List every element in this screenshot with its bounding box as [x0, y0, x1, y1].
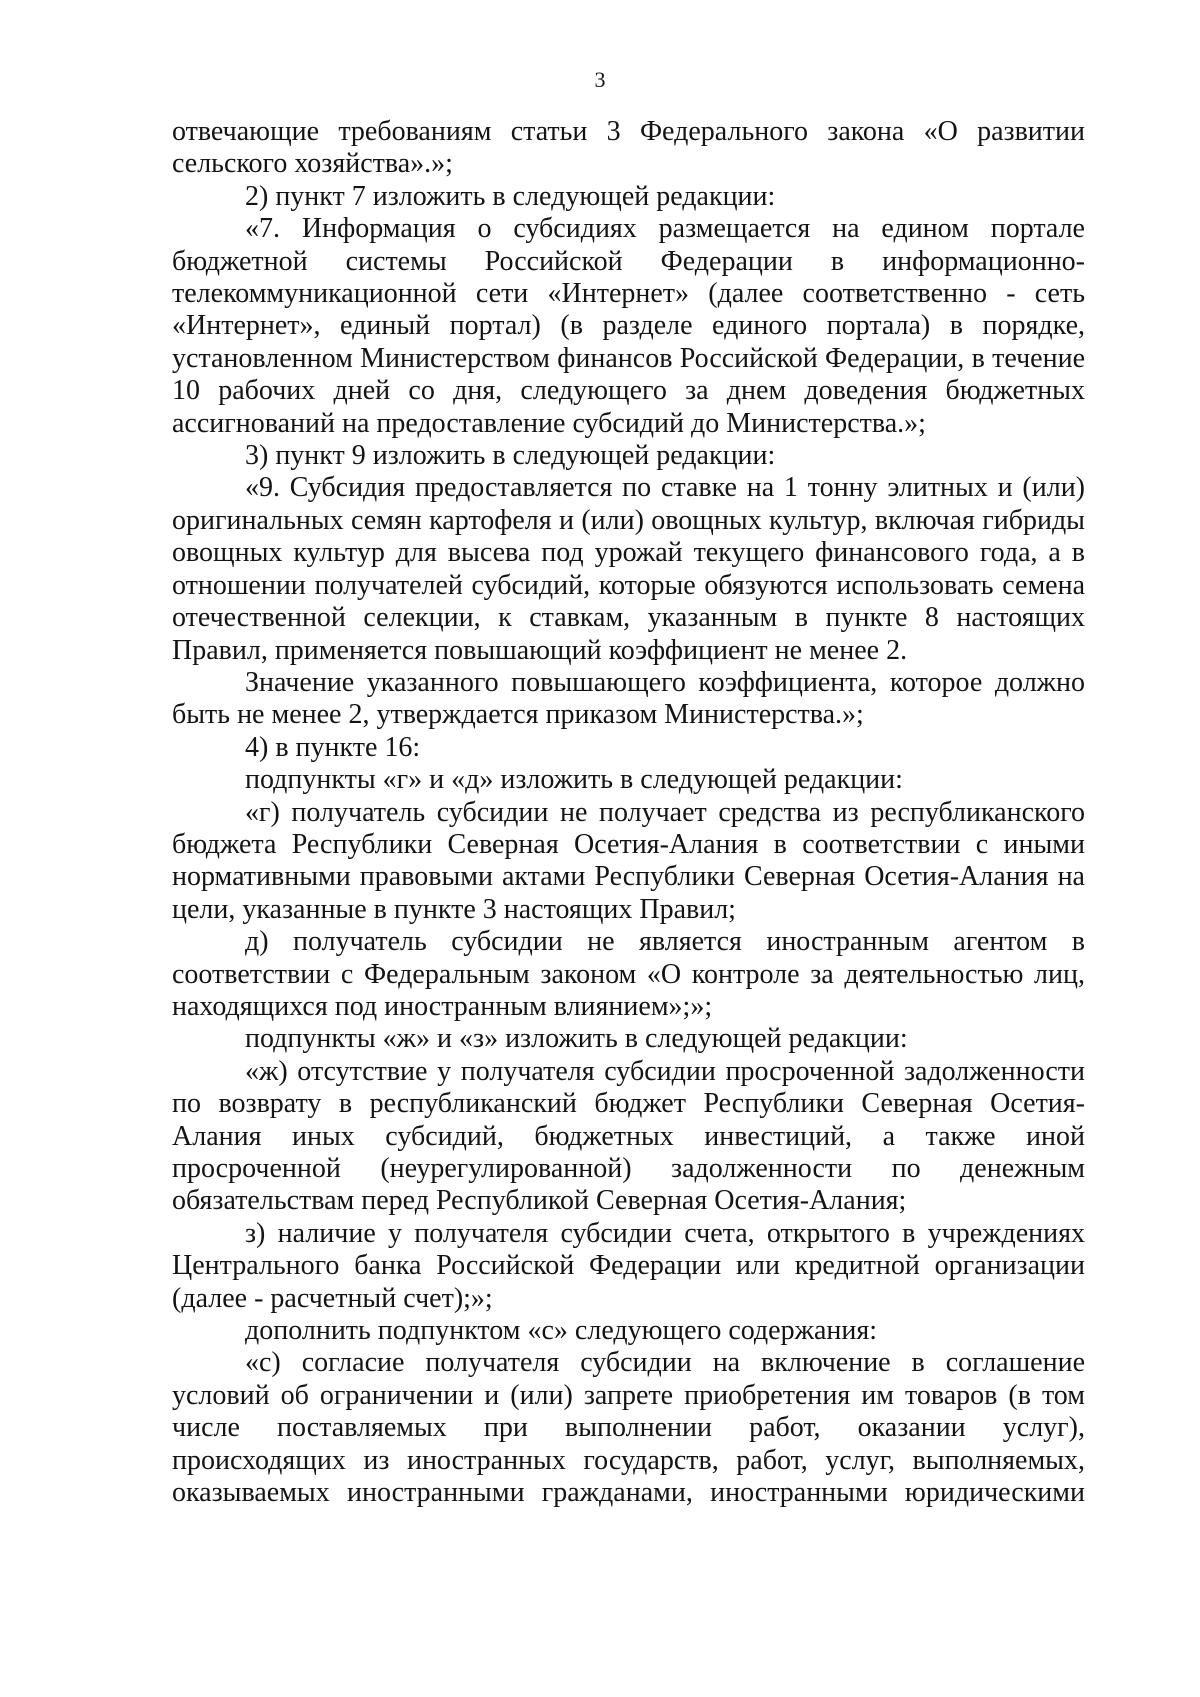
paragraph-subitem-zh: «ж) отсутствие у получателя субсидии просроченной задолженности по возврату в республиканский бюджет Республики Северная Осетия-Алания иных субсидий, бюджетных инвестиций, а также иной просроченной (неурегулированной) задолженности по денежным обязательствам перед Республикой Северная Осетия-Алания;: [172, 1055, 1085, 1217]
paragraph-coefficient: Значение указанного повышающего коэффициента, которое должно быть не менее 2, утверждается приказом Министерства.»;: [172, 666, 1085, 731]
paragraph-clause-7: «7. Информация о субсидиях размещается на едином портале бюджетной системы Российской Федерации в информационно-телекоммуникационной сети «Интернет» (далее соответственно - сеть «Интернет», единый портал) (в разделе единого портала) в порядке, установленном Министерством финансов Российской Федерации, в течение 10 рабочих дней со дня, следующего за днем доведения бюджетных ассигнований на предоставление субсидий до Министерства.»;: [172, 213, 1085, 439]
paragraph-subitem-d: д) получатель субсидии не является иностранным агентом в соответствии с Федеральным законом «О контроле за деятельностью лиц, находящихся под иностранным влиянием»;»;: [172, 926, 1085, 1022]
page-number: 3: [594, 67, 606, 92]
paragraph-item-3-heading: 3) пункт 9 изложить в следующей редакции:: [245, 440, 776, 472]
paragraph-subitem-g: «г) получатель субсидии не получает средства из республиканского бюджета Республики Северная Осетия-Алания в соответствии с иными нормативными правовыми актами Республики Северная Осетия-Алания на цели, указанные в пункте 3 настоящих Правил;: [172, 796, 1085, 925]
paragraph-subitems-g-d-heading: подпункты «г» и «д» изложить в следующей редакции:: [245, 764, 903, 796]
document-body: [172, 116, 1085, 1509]
paragraph-continuation: отвечающие требованиям статьи 3 Федерального закона «О развитии сельского хозяйства».»;: [172, 116, 1085, 180]
paragraph-subitem-s-heading: дополнить подпунктом «с» следующего содержания:: [245, 1315, 878, 1347]
paragraph-subitem-s: «с) согласие получателя субсидии на включение в соглашение условий об ограничении и (или) запрете приобретения им товаров (в том числе поставляемых при выполнении работ, оказании услуг), происходящих из иностранных государств, работ, услуг, выполняемых, оказываемых иностранными гражданами, иностранными юридическими: [172, 1347, 1085, 1509]
paragraph-subitems-zh-z-heading: подпункты «ж» и «з» изложить в следующей редакции:: [245, 1023, 908, 1055]
paragraph-subitem-z: з) наличие у получателя субсидии счета, открытого в учреждениях Центрального банка Российской Федерации или кредитной организации (далее - расчетный счет);»;: [172, 1217, 1085, 1314]
paragraph-item-2-heading: 2) пункт 7 изложить в следующей редакции:: [245, 180, 776, 212]
paragraph-item-4-heading: 4) в пункте 16:: [245, 731, 421, 763]
paragraph-clause-9: «9. Субсидия предоставляется по ставке на 1 тонну элитных и (или) оригинальных семян картофеля и (или) овощных культур, включая гибриды овощных культур для высева под урожай текущего финансового года, а в отношении получателей субсидий, которые обязуются использовать семена отечественной селекции, к ставкам, указанным в пункте 8 настоящих Правил, применяется повышающий коэффициент не менее 2.: [172, 472, 1085, 666]
